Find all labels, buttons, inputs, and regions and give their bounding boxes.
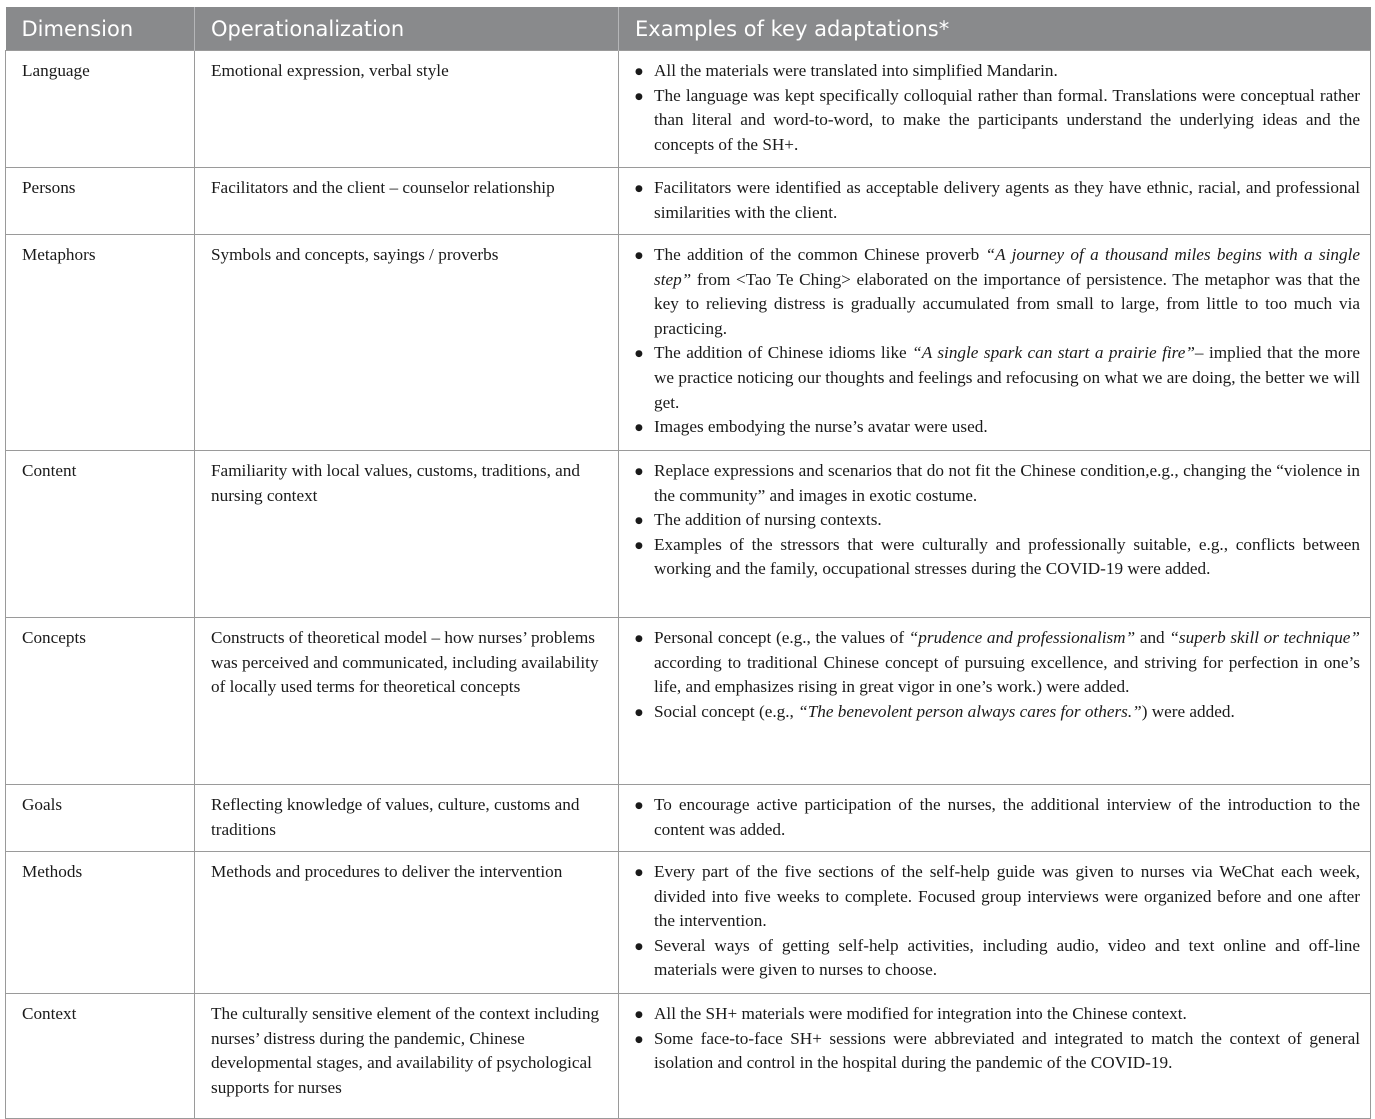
example-text: Several ways of getting self-help activities, including audio, video and text online and off-line materials were given to nurses to choose. bbox=[654, 935, 1360, 980]
examples-list bbox=[635, 459, 1360, 582]
example-text: ) were added. bbox=[1141, 701, 1235, 721]
example-bullet bbox=[654, 860, 1360, 934]
example-text: The language was kept specifically colloquial rather than formal. Translations were conceptual rather than literal and word-to-word, to make the participants understand the underlying ideas and the concepts of the SH+. bbox=[654, 85, 1360, 154]
example-bullet bbox=[654, 176, 1360, 225]
example-bullet bbox=[654, 243, 1360, 341]
example-text: Every part of the five sections of the self-help guide was given to nurses via WeChat each week, divided into five weeks to complete. Focused group interviews were organized before and one after the intervention. bbox=[654, 862, 1360, 931]
examples-list bbox=[635, 1002, 1360, 1076]
example-text: according to traditional Chinese concept of pursuing excellence, and striving for perfection in one’s life, and emphasizes rising in great vigor in one’s work.) were added. bbox=[654, 652, 1360, 697]
example-bullet bbox=[654, 341, 1360, 415]
example-text: – implied that the more we practice noticing our thoughts and feelings and refocusing on what we are doing, the better we will get. bbox=[654, 343, 1360, 412]
operationalization-cell: The culturally sensitive element of the context including nurses’ distress during the pandemic, Chinese developmental stages, and availability of psychological supports for nurses bbox=[195, 994, 619, 1119]
example-text: To encourage active participation of the nurses, the additional interview of the introduction to the content was added. bbox=[654, 795, 1360, 839]
examples-cell bbox=[619, 618, 1371, 785]
examples-cell bbox=[619, 451, 1371, 618]
examples-list bbox=[635, 243, 1360, 440]
example-text: The addition of Chinese idioms like bbox=[654, 343, 913, 363]
dimension-cell: Content bbox=[6, 451, 195, 618]
example-quote: “The benevolent person always cares for others.” bbox=[798, 701, 1142, 721]
dimension-cell: Language bbox=[6, 51, 195, 168]
header-operationalization: Operationalization bbox=[195, 7, 619, 51]
example-text: All the materials were translated into simplified Mandarin. bbox=[654, 61, 1058, 80]
example-text: and bbox=[1135, 628, 1170, 647]
example-bullet bbox=[654, 1027, 1360, 1076]
header-row bbox=[6, 7, 1371, 51]
dimension-cell: Context bbox=[6, 994, 195, 1119]
examples-cell bbox=[619, 785, 1371, 852]
operationalization-cell: Emotional expression, verbal style bbox=[195, 51, 619, 168]
table-row bbox=[6, 51, 1371, 168]
example-text: Images embodying the nurse’s avatar were used. bbox=[654, 417, 988, 437]
table-row bbox=[6, 852, 1371, 994]
examples-list bbox=[635, 176, 1360, 225]
example-bullet bbox=[654, 934, 1360, 983]
examples-list bbox=[635, 626, 1360, 724]
example-bullet bbox=[654, 626, 1360, 700]
examples-list bbox=[635, 860, 1360, 983]
example-quote: “superb skill or technique” bbox=[1169, 628, 1360, 647]
example-text: Examples of the stressors that were culturally and professionally suitable, e.g., conflicts between working and the family, occupational stresses during the COVID-19 were added. bbox=[654, 534, 1360, 579]
example-text: Social concept (e.g., bbox=[654, 701, 799, 721]
table-row bbox=[6, 618, 1371, 785]
example-text: Personal concept (e.g., the values of bbox=[654, 628, 909, 647]
example-bullet bbox=[654, 533, 1360, 582]
example-bullet bbox=[654, 793, 1360, 842]
table-row bbox=[6, 785, 1371, 852]
operationalization-cell: Constructs of theoretical model – how nurses’ problems was perceived and communicated, including availability of locally used terms for theoretical concepts bbox=[195, 618, 619, 785]
table-row bbox=[6, 451, 1371, 618]
table-row bbox=[6, 235, 1371, 451]
example-bullet bbox=[654, 508, 1360, 533]
table-row bbox=[6, 994, 1371, 1119]
example-text: The addition of nursing contexts. bbox=[654, 510, 882, 530]
dimension-cell: Goals bbox=[6, 785, 195, 852]
examples-cell bbox=[619, 51, 1371, 168]
example-text: The addition of the common Chinese proverb bbox=[654, 245, 986, 264]
dimension-cell: Persons bbox=[6, 168, 195, 235]
operationalization-cell: Familiarity with local values, customs, traditions, and nursing context bbox=[195, 451, 619, 618]
operationalization-cell: Reflecting knowledge of values, culture, customs and traditions bbox=[195, 785, 619, 852]
examples-cell bbox=[619, 852, 1371, 994]
operationalization-cell: Symbols and concepts, sayings / proverbs bbox=[195, 235, 619, 451]
operationalization-cell: Methods and procedures to deliver the intervention bbox=[195, 852, 619, 994]
examples-cell bbox=[619, 235, 1371, 451]
example-bullet bbox=[654, 84, 1360, 158]
table-row bbox=[6, 168, 1371, 235]
examples-cell bbox=[619, 168, 1371, 235]
example-text: from <Tao Te Ching> elaborated on the importance of persistence. The metaphor was that the key to relieving distress is gradually accumulated from small to large, from little to too much via practicing. bbox=[654, 269, 1360, 338]
dimension-cell: Methods bbox=[6, 852, 195, 994]
examples-list bbox=[635, 793, 1360, 842]
example-text: Replace expressions and scenarios that do not fit the Chinese condition,e.g., changing the “violence in the community” and images in exotic costume. bbox=[654, 461, 1360, 505]
example-bullet bbox=[654, 1002, 1360, 1027]
example-quote: “A single spark can start a prairie fire” bbox=[912, 343, 1195, 363]
operationalization-cell: Facilitators and the client – counselor relationship bbox=[195, 168, 619, 235]
example-bullet bbox=[654, 415, 1360, 440]
header-dimension: Dimension bbox=[6, 7, 195, 51]
examples-list bbox=[635, 59, 1360, 157]
example-text: Some face-to-face SH+ sessions were abbreviated and integrated to match the context of general isolation and control in the hospital during the pandemic of the COVID-19. bbox=[654, 1028, 1360, 1073]
examples-cell bbox=[619, 994, 1371, 1119]
example-bullet bbox=[654, 700, 1360, 725]
header-examples: Examples of key adaptations* bbox=[619, 7, 1371, 51]
example-quote: “prudence and professionalism” bbox=[908, 628, 1136, 647]
adaptations-table bbox=[5, 7, 1371, 1119]
dimension-cell: Concepts bbox=[6, 618, 195, 785]
example-text: Facilitators were identified as acceptable delivery agents as they have ethnic, racial, and professional similarities with the client. bbox=[654, 178, 1360, 222]
dimension-cell: Metaphors bbox=[6, 235, 195, 451]
table-body bbox=[6, 51, 1371, 1119]
example-text: All the SH+ materials were modified for integration into the Chinese context. bbox=[654, 1004, 1187, 1023]
example-bullet bbox=[654, 59, 1360, 84]
example-quote: “A journey of a thousand miles begins with a single step” bbox=[654, 245, 1360, 289]
example-bullet bbox=[654, 459, 1360, 508]
